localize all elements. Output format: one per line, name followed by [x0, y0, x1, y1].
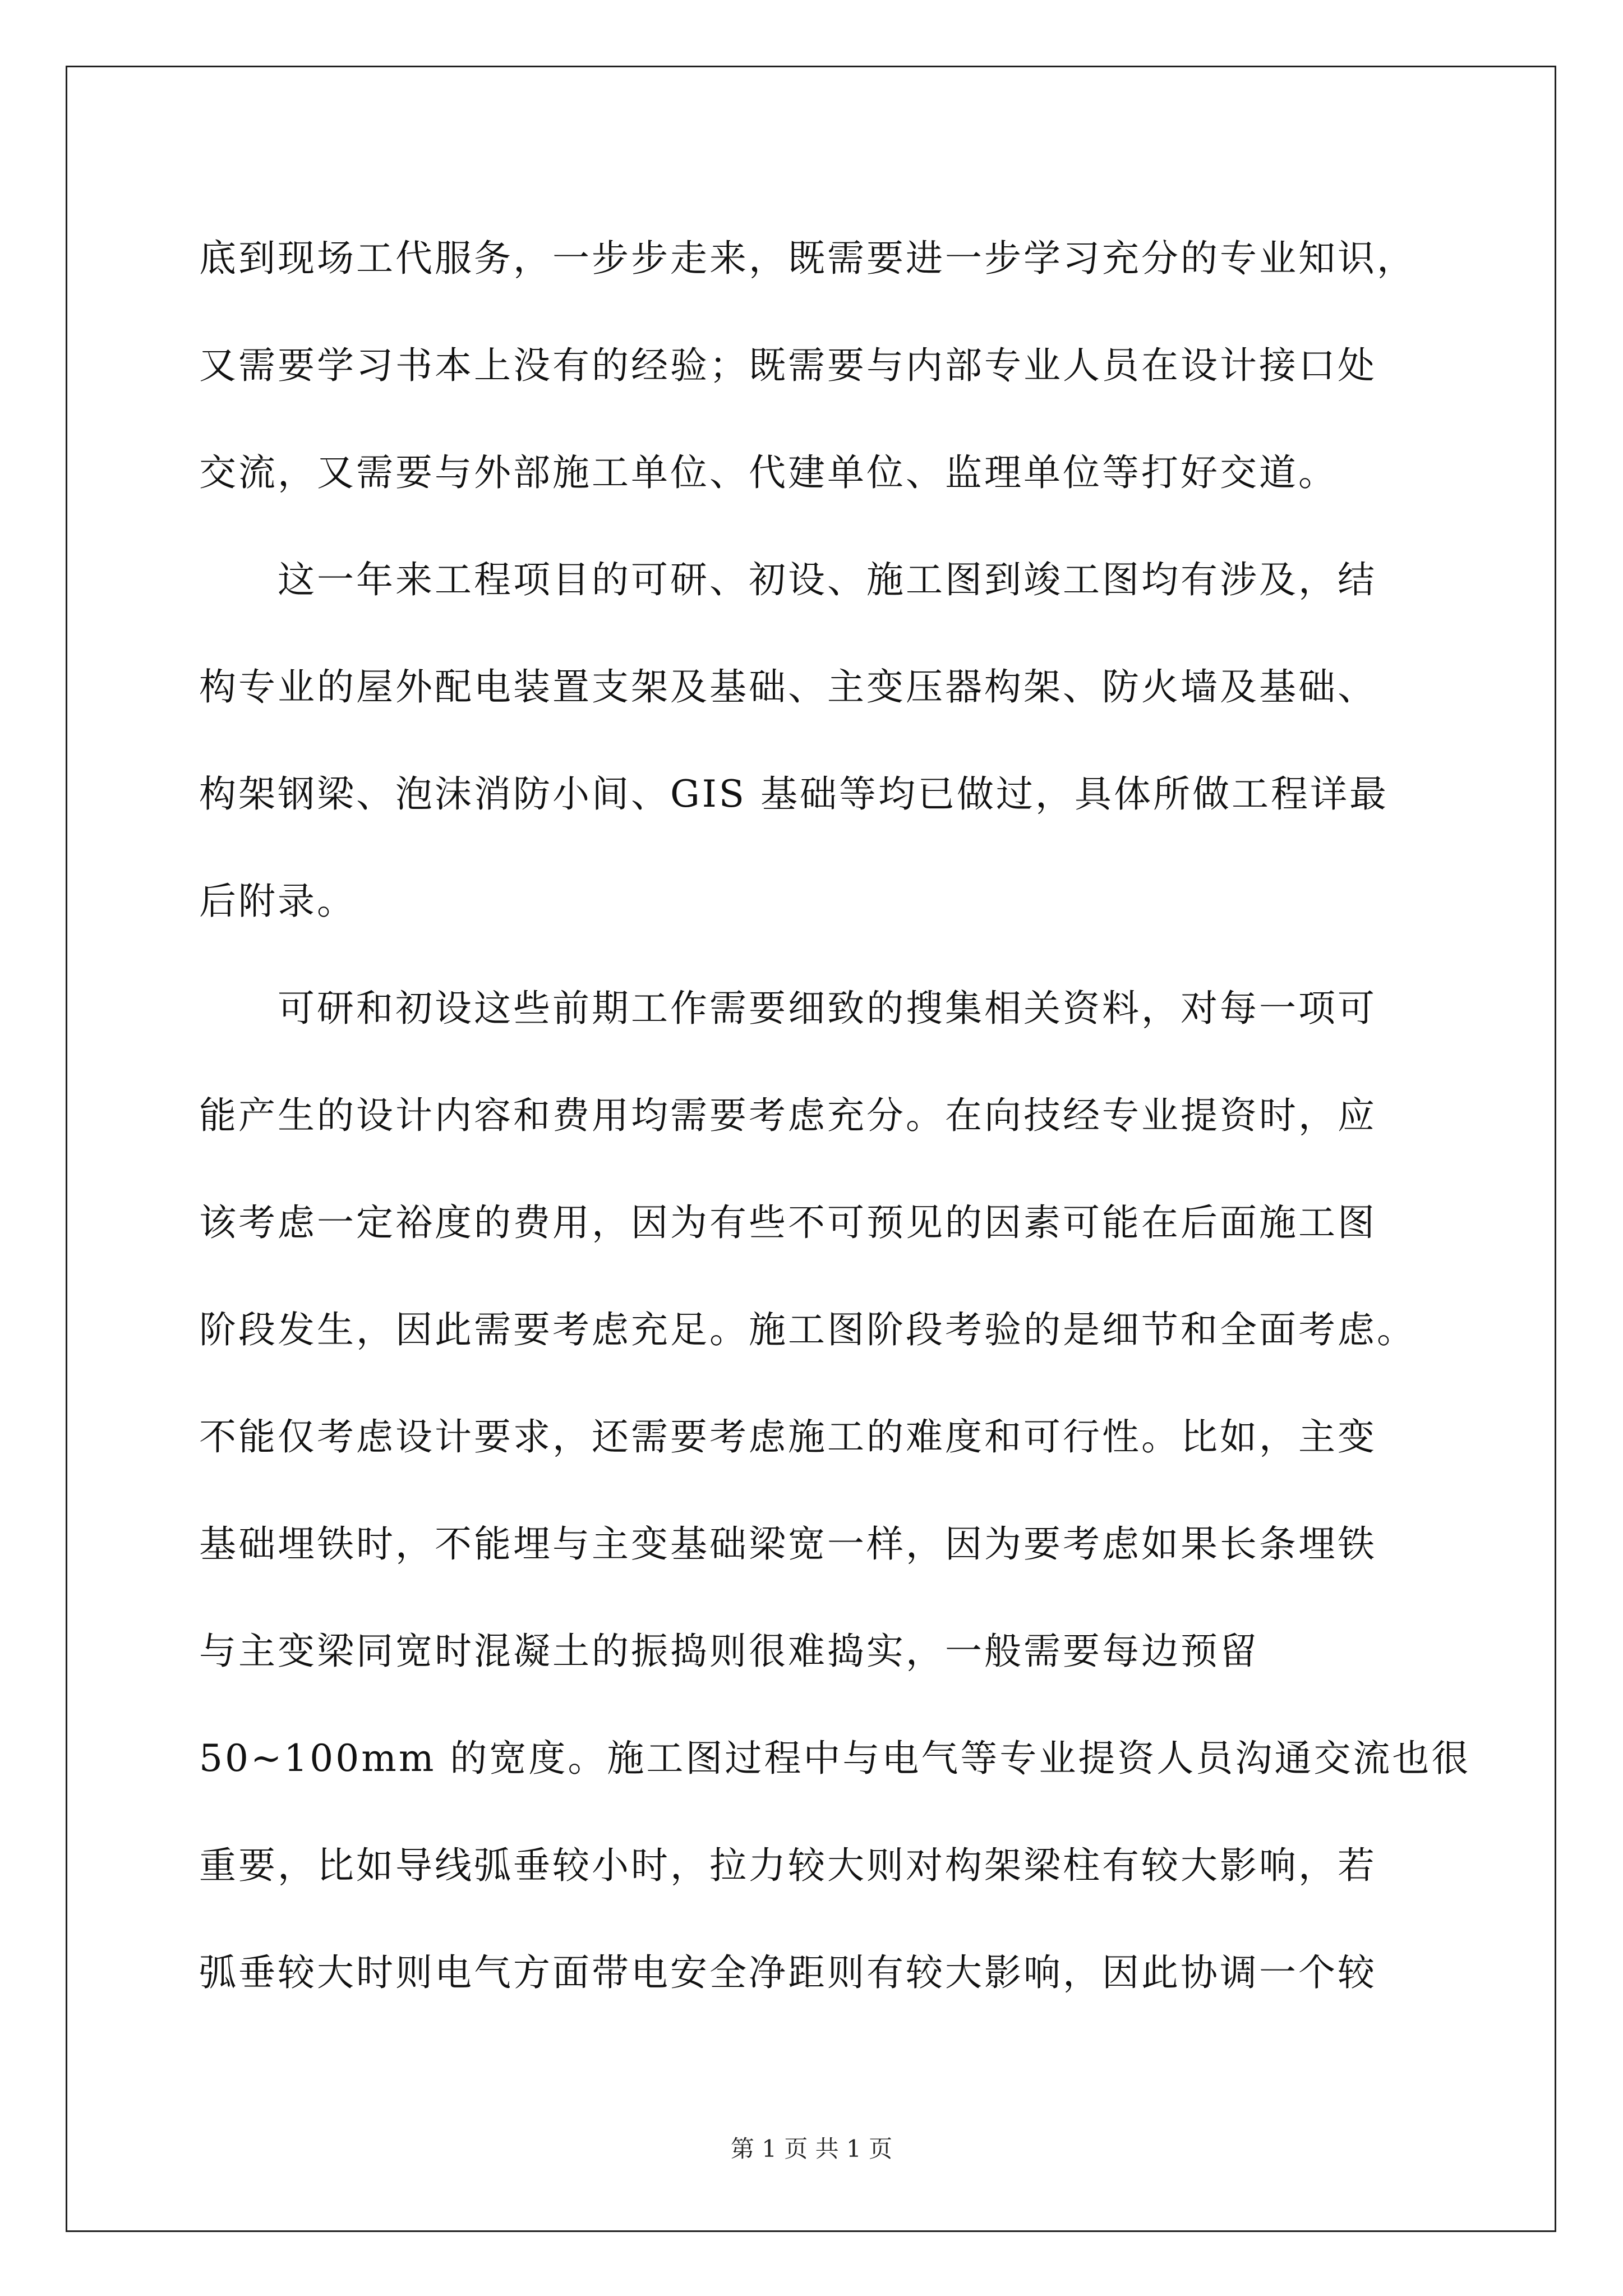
document-body — [199, 205, 1471, 2026]
page-footer: 第 1 页 共 1 页 — [730, 2135, 893, 2162]
paragraph-start-line: 这一年来工程项目的可研、初设、施工图到竣工图均有涉及，结 — [278, 558, 1377, 601]
text-line: 与主变梁同宽时混凝土的振捣则很难捣实，一般需要每边预留 — [199, 1630, 1259, 1673]
text-line: 弧垂较大时则电气方面带电安全净距则有较大影响，因此协调一个较 — [199, 1951, 1377, 1994]
text-line: 阶段发生，因此需要考虑充足。施工图阶段考验的是细节和全面考虑。 — [199, 1308, 1416, 1351]
text-line: 构架钢梁、泡沫消防小间、GIS 基础等均已做过，具体所做工程详最 — [199, 772, 1389, 816]
text-line: 该考虑一定裕度的费用，因为有些不可预见的因素可能在后面施工图 — [199, 1201, 1377, 1244]
text-line: 底到现场工代服务，一步步走来，既需要进一步学习充分的专业知识， — [199, 237, 1416, 280]
text-line: 后附录。 — [199, 880, 356, 923]
text-line: 交流，又需要与外部施工单位、代建单位、监理单位等打好交道。 — [199, 451, 1338, 494]
text-line: 能产生的设计内容和费用均需要考虑充分。在向技经专业提资时，应 — [199, 1094, 1377, 1137]
text-line: 又需要学习书本上没有的经验；既需要与内部专业人员在设计接口处 — [199, 344, 1377, 387]
text-line: 50~100mm 的宽度。施工图过程中与电气等专业提资人员沟通交流也很 — [199, 1737, 1471, 1780]
text-line: 基础埋铁时，不能埋与主变基础梁宽一样，因为要考虑如果长条埋铁 — [199, 1522, 1377, 1566]
text-line: 重要，比如导线弧垂较小时，拉力较大则对构架梁柱有较大影响，若 — [199, 1844, 1377, 1887]
text-line: 不能仅考虑设计要求，还需要考虑施工的难度和可行性。比如，主变 — [199, 1415, 1377, 1458]
text-line: 构专业的屋外配电装置支架及基础、主变压器构架、防火墙及基础、 — [199, 665, 1377, 708]
paragraph-start-line: 可研和初设这些前期工作需要细致的搜集相关资料，对每一项可 — [278, 987, 1377, 1030]
